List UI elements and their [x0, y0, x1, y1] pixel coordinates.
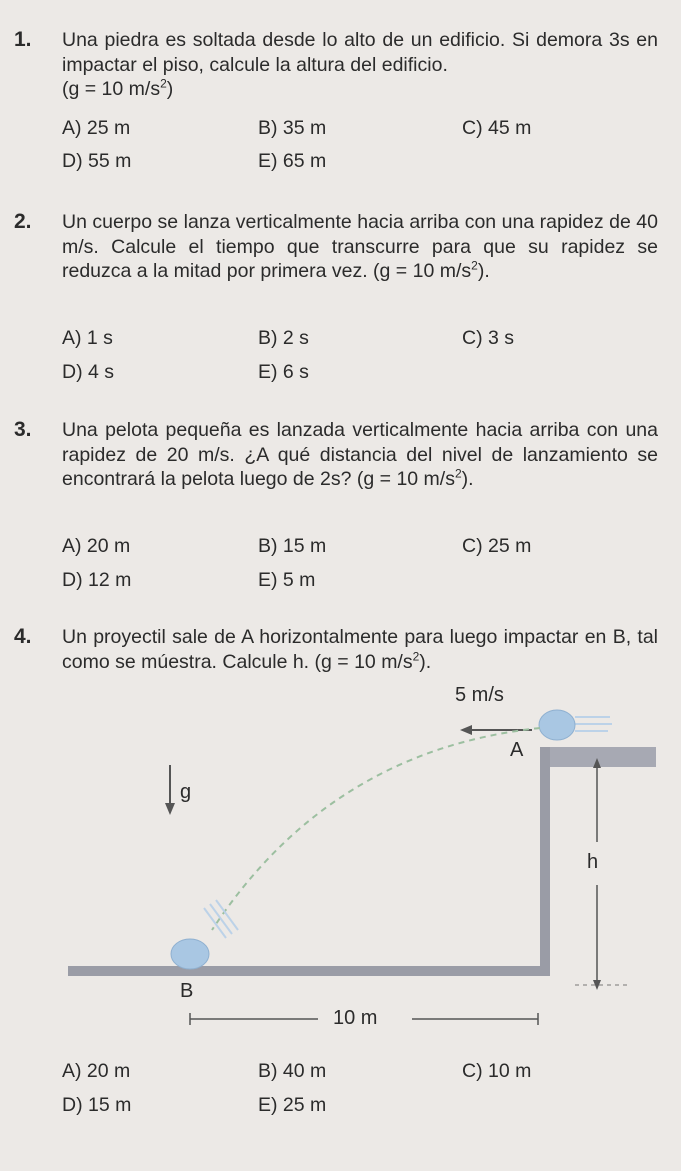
- question-text: Un cuerpo se lanza verticalmente hacia arriba con una rapidez de 40 m/s. Calcule el tiempo que transcurre para que su rapidez se reduzca a la mitad por primera vez. (g = 10 $m/s^2$).: [62, 211, 658, 282]
- question-text: Una pelota pequeña es lanzada verticalmente hacia arriba con una rapidez de 20 m/s. ¿A qué distancia del nivel de lanzamiento se encontrará la pelota luego de 2s? (g = 10 $m/s^2$).: [62, 419, 658, 490]
- arrow-down-icon: [165, 803, 175, 815]
- question-number: 4.: [14, 625, 32, 648]
- trajectory-curve: [212, 728, 540, 930]
- question-number: 3.: [14, 418, 32, 441]
- arrow-head-icon: [460, 725, 472, 735]
- question-number: 2.: [14, 210, 32, 233]
- option-c: C) 25 m: [462, 535, 532, 557]
- option-b: B) 35 m: [258, 117, 327, 139]
- question-text: Un proyectil sale de A horizontalmente para luego impactar en B, tal como se múestra. Calcule h. (g = 10 $m/s^2$).: [62, 626, 658, 673]
- option-c: C) 10 m: [462, 1060, 532, 1082]
- option-e: E) 25 m: [258, 1094, 327, 1116]
- point-a-label: A: [510, 739, 524, 761]
- option-a: A) 20 m: [62, 535, 131, 557]
- ball-a-icon: [539, 710, 575, 740]
- speed-label: 5 m/s: [455, 684, 504, 706]
- building-wall: [540, 747, 550, 976]
- option-b: B) 2 s: [258, 327, 309, 349]
- gravity-label: g: [180, 781, 192, 803]
- option-d: D) 12 m: [62, 569, 132, 591]
- option-c: C) 3 s: [462, 327, 515, 349]
- question-number: 1.: [14, 28, 32, 51]
- distance-label: 10 m: [333, 1007, 378, 1029]
- ball-b-icon: [171, 939, 209, 969]
- question-text: Una piedra es soltada desde lo alto de un edificio. Si demora 3s en impactar el piso, calcule la altura del edificio. (g = 10 $m/s^2$): [62, 29, 658, 100]
- building-top: [546, 747, 656, 767]
- option-d: D) 15 m: [62, 1094, 132, 1116]
- option-d: D) 55 m: [62, 150, 132, 172]
- option-a: A) 1 s: [62, 327, 113, 349]
- ground: [68, 966, 550, 976]
- option-e: E) 6 s: [258, 361, 309, 383]
- option-d: D) 4 s: [62, 361, 115, 383]
- option-b: B) 15 m: [258, 535, 327, 557]
- option-b: B) 40 m: [258, 1060, 327, 1082]
- option-e: E) 65 m: [258, 150, 327, 172]
- option-a: A) 20 m: [62, 1060, 131, 1082]
- height-label: h: [587, 851, 599, 873]
- option-e: E) 5 m: [258, 569, 316, 591]
- point-b-label: B: [180, 980, 194, 1002]
- option-a: A) 25 m: [62, 117, 131, 139]
- option-c: C) 45 m: [462, 117, 532, 139]
